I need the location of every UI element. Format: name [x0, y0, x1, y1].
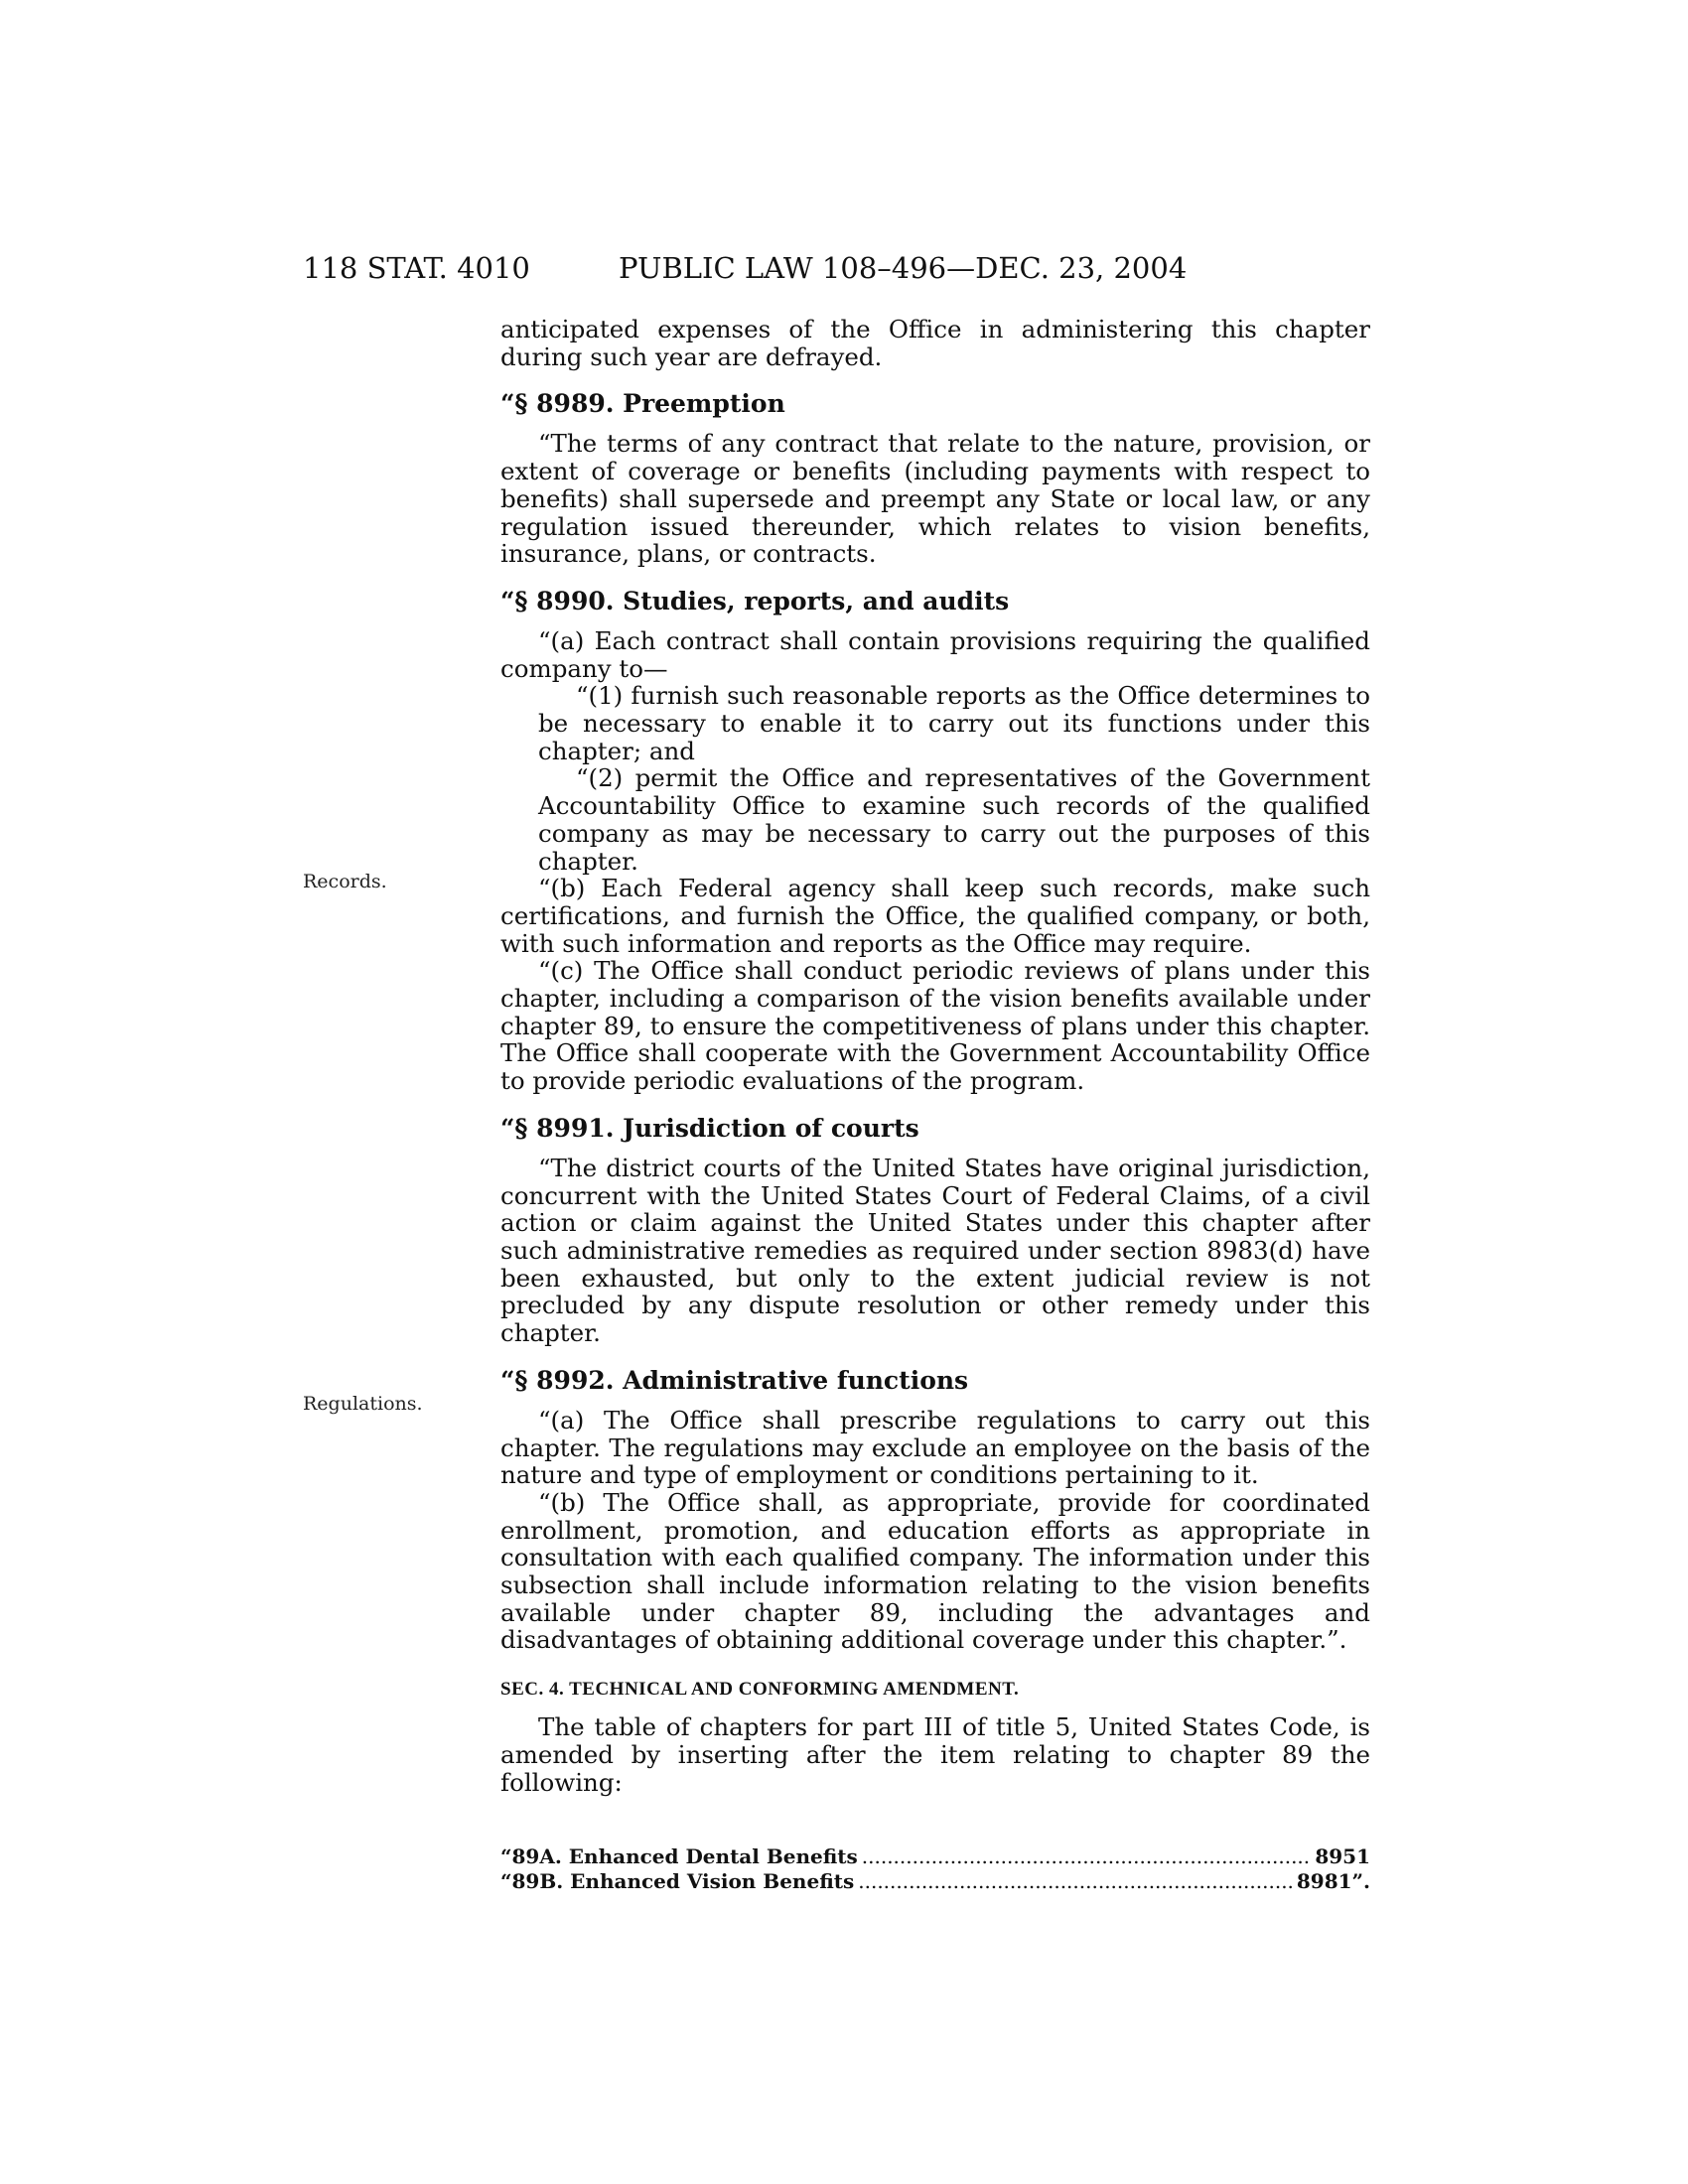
margin-note-records: Records.	[303, 871, 387, 892]
section-8989-text: “The terms of any contract that relate to the nature, provision, or extent of coverage or benefits (including payments with respect to benefits) shall supersede and preempt any State or local law, or any regulation issued thereunder, which relates to vision benefits, insurance, plans, or contracts.	[500, 429, 1370, 569]
section-8990-para-c: “(c) The Office shall conduct periodic reviews of plans under this chapter, including a comparison of the vision benefits available under chapter 89, to ensure the competitiveness of plans under this chapter. The Office shall cooperate with the Government Accountability Office to provide periodic evaluations of the program.	[500, 956, 1370, 1096]
dot-leader	[858, 1869, 1293, 1894]
section-8991-heading: “§ 8991. Jurisdiction of courts	[500, 1113, 919, 1143]
toc-label: “89A. Enhanced Dental Benefits	[500, 1844, 858, 1868]
sec-4-heading: SEC. 4. TECHNICAL AND CONFORMING AMENDMENT.	[500, 1679, 1020, 1701]
toc-label: “89B. Enhanced Vision Benefits	[500, 1869, 855, 1893]
section-8990-heading: “§ 8990. Studies, reports, and audits	[500, 586, 1010, 615]
intro-paragraph: anticipated expenses of the Office in administering this chapter during such year are defrayed.	[500, 315, 1370, 371]
stat-citation: 118 STAT. 4010	[303, 251, 530, 285]
table-row	[500, 1844, 1370, 1869]
toc-page: 8951	[1315, 1844, 1370, 1868]
law-title: PUBLIC LAW 108–496—DEC. 23, 2004	[619, 251, 1188, 285]
section-8990-para-b: “(b) Each Federal agency shall keep such records, make such certifications, and furnish the Office, the qualified company, or both, with such information and reports as the Office may require.	[500, 874, 1370, 958]
page-header	[303, 248, 1370, 288]
sec-4-text: The table of chapters for part III of title 5, United States Code, is amended by inserting after the item relating to chapter 89 the following:	[500, 1712, 1370, 1797]
section-8990-para-a: “(a) Each contract shall contain provisions requiring the qualified company to—	[500, 625, 1370, 683]
body-text	[500, 316, 1370, 1796]
section-8992-heading: “§ 8992. Administrative functions	[500, 1365, 969, 1395]
margin-note-regulations: Regulations.	[303, 1393, 423, 1415]
table-row	[500, 1869, 1370, 1894]
section-8990-item-2: “(2) permit the Office and representatives of the Government Accountability Office to examine such records of the qualified company as may be necessary to carry out the purposes of this chapter.	[538, 763, 1370, 876]
section-8992-para-b: “(b) The Office shall, as appropriate, provide for coordinated enrollment, promotion, and education efforts as appropriate in consultation with each qualified company. The information under this subsection shall include information relating to the vision benefits available under chapter 89, including the advantages and disadvantages of obtaining additional coverage under this chapter.”.	[500, 1487, 1370, 1655]
dot-leader	[862, 1844, 1312, 1869]
table-of-chapters	[500, 1844, 1370, 1894]
section-8990-item-1: “(1) furnish such reasonable reports as the Office determines to be necessary to enable it to carry out its functions under this chapter; and	[538, 681, 1370, 765]
toc-page: 8981”.	[1296, 1869, 1370, 1893]
section-8989-heading: “§ 8989. Preemption	[500, 389, 785, 419]
section-8991-text: “The district courts of the United States have original jurisdiction, concurrent with the United States Court of Federal Claims, of a civil action or claim against the United States under this chapter after such administrative remedies as required under section 8983(d) have been exhausted, but only to the extent judicial review is not precluded by any dispute resolution or other remedy under this chapter.	[500, 1153, 1370, 1348]
section-8992-para-a: “(a) The Office shall prescribe regulations to carry out this chapter. The regulations may exclude an employee on the basis of the nature and type of employment or conditions pertaining to it.	[500, 1405, 1370, 1490]
